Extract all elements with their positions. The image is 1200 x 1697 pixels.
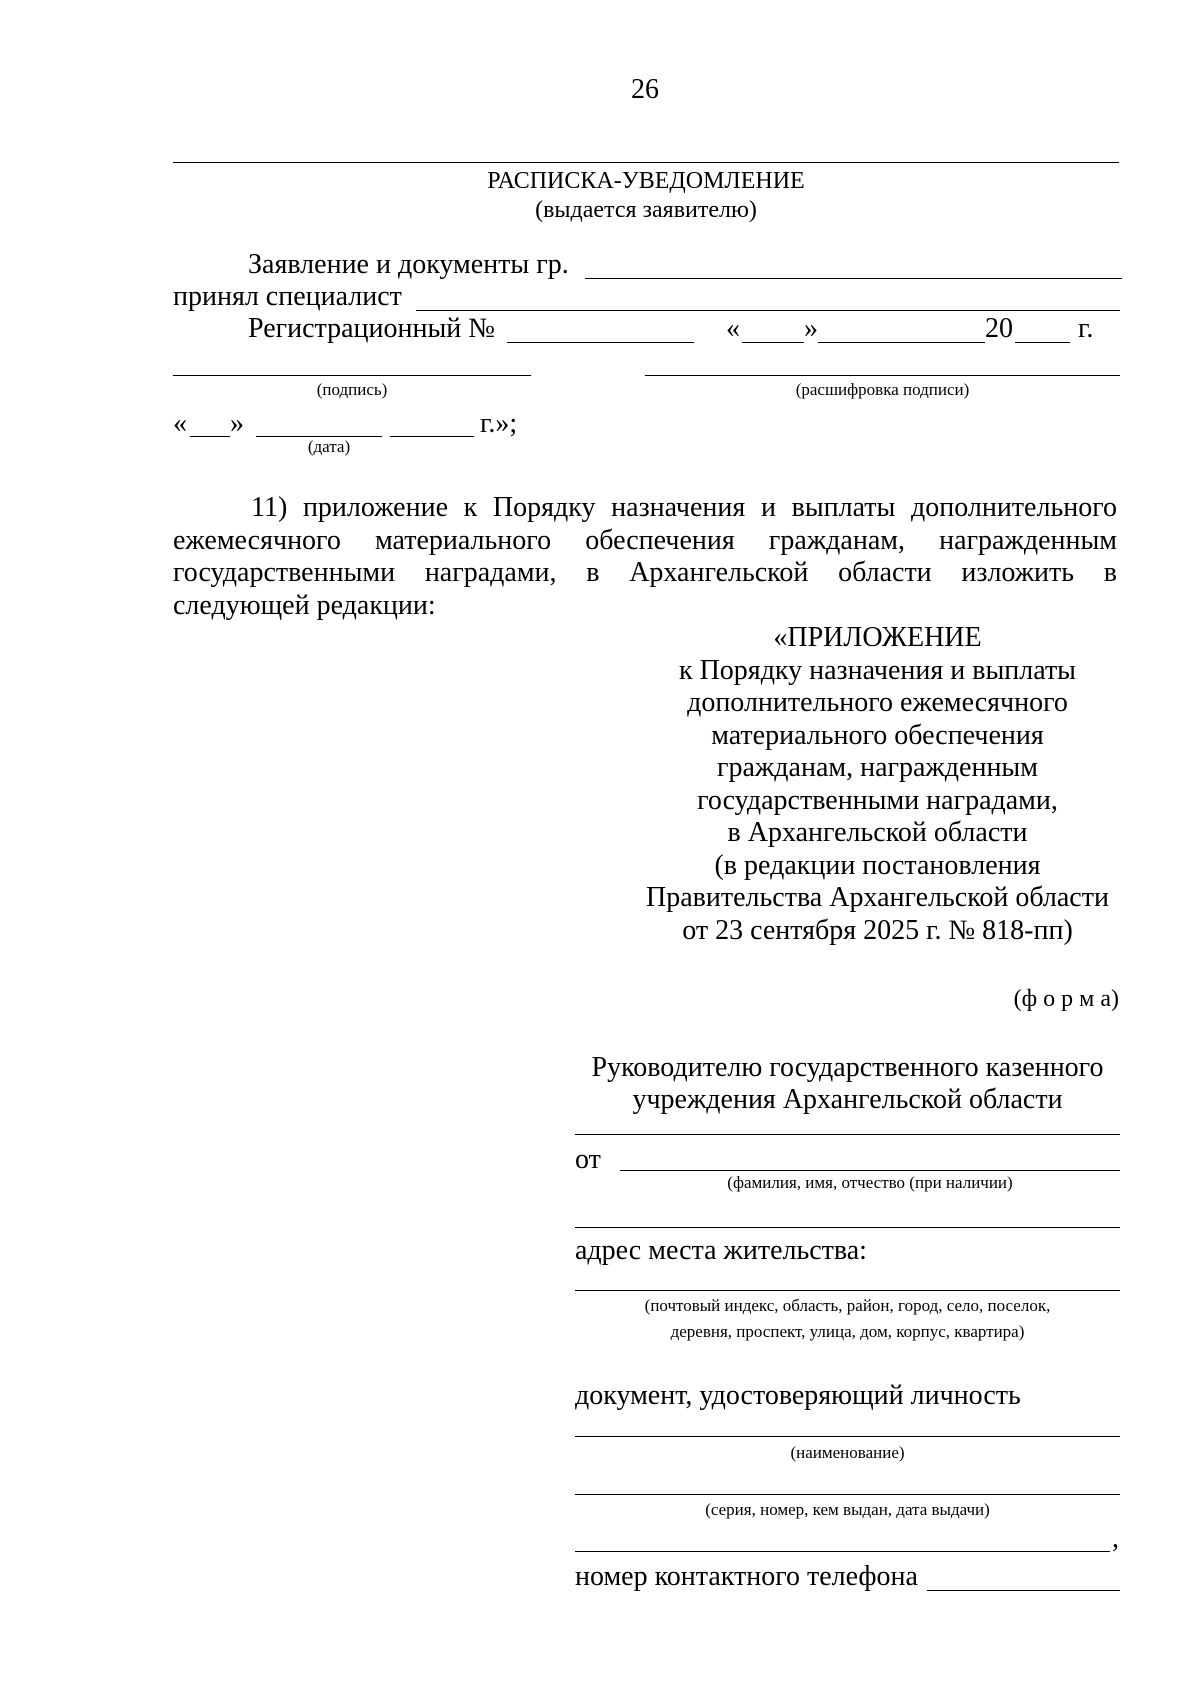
date-quote-close: » bbox=[230, 408, 244, 439]
address-label: адрес места жительства: bbox=[575, 1235, 867, 1266]
appendix-line: гражданам, награжденным bbox=[717, 752, 1038, 783]
id-document-label: документ, удостоверяющий личность bbox=[575, 1380, 1021, 1411]
phone-field[interactable] bbox=[927, 1590, 1120, 1591]
date-end: г.»; bbox=[480, 408, 518, 439]
appendix-line: дополнительного ежемесячного bbox=[687, 687, 1068, 718]
caption-signature-decode: (расшифровка подписи) bbox=[795, 380, 970, 399]
receipt-line1-label: Заявление и документы гр. bbox=[248, 249, 569, 280]
reg-year-suffix: г. bbox=[1078, 313, 1094, 344]
caption-address-2: деревня, проспект, улица, дом, корпус, квартира) bbox=[670, 1322, 1025, 1341]
appendix-line: к Порядку назначения и выплаты bbox=[678, 654, 1076, 686]
appendix-line: государственными наградами, bbox=[697, 784, 1058, 816]
applicant-fio-field[interactable] bbox=[620, 1170, 1120, 1171]
id-document-extra-field[interactable] bbox=[575, 1551, 1110, 1552]
paragraph-11: 11) приложение к Порядку назначения и выплаты дополнительного ежемесячного материального обеспечения гражданам, награжденным государственными наградами, в Архангельской области изложить в следующей редакции: bbox=[173, 492, 1117, 621]
appendix-line: (в редакции постановления bbox=[714, 849, 1041, 881]
reg-quote-open: « bbox=[726, 313, 740, 344]
caption-fio: (фамилия, имя, отчество (при наличии) bbox=[727, 1173, 1013, 1192]
signature-field[interactable] bbox=[173, 375, 531, 376]
caption-name: (наименование) bbox=[790, 1443, 905, 1462]
reg-year-field[interactable] bbox=[1015, 342, 1070, 343]
appendix-line: в Архангельской области bbox=[727, 817, 1028, 848]
appendix-line: от 23 сентября 2025 г. № 818-пп) bbox=[682, 914, 1073, 946]
date-quote-open: « bbox=[173, 408, 187, 439]
caption-series: (серия, номер, кем выдан, дата выдачи) bbox=[705, 1500, 990, 1519]
receipt-subtitle: (выдается заявителю) bbox=[535, 197, 757, 223]
comma: , bbox=[1112, 1523, 1119, 1554]
receipt-day-field[interactable] bbox=[190, 436, 230, 437]
caption-date: (дата) bbox=[307, 437, 351, 456]
reg-year-prefix: 20 bbox=[985, 313, 1013, 344]
fio-extra-field[interactable] bbox=[575, 1227, 1120, 1228]
addressee-line1: Руководителю государственного казенного bbox=[591, 1052, 1104, 1083]
appendix-line: «ПРИЛОЖЕНИЕ bbox=[773, 622, 982, 653]
phone-label: номер контактного телефона bbox=[575, 1561, 918, 1592]
id-document-series-field[interactable] bbox=[575, 1494, 1120, 1495]
applicant-name-field[interactable] bbox=[585, 278, 1122, 279]
signature-decode-field[interactable] bbox=[645, 375, 1120, 376]
specialist-name-field[interactable] bbox=[416, 310, 1120, 311]
appendix-header bbox=[635, 622, 1120, 947]
reg-day-field[interactable] bbox=[742, 342, 804, 343]
address-field[interactable] bbox=[575, 1290, 1120, 1291]
reg-month-field[interactable] bbox=[818, 342, 985, 343]
caption-signature: (подпись) bbox=[316, 380, 388, 399]
registration-number-field[interactable] bbox=[507, 342, 694, 343]
receipt-title: РАСПИСКА-УВЕДОМЛЕНИЕ bbox=[487, 168, 805, 194]
id-document-name-field[interactable] bbox=[575, 1436, 1120, 1437]
appendix-line: материального обеспечения bbox=[711, 719, 1044, 751]
receipt-top-rule bbox=[173, 162, 1119, 163]
registration-label: Регистрационный № bbox=[248, 313, 495, 344]
caption-address-1: (почтовый индекс, область, район, город, село, поселок, bbox=[644, 1296, 1051, 1315]
receipt-line2-label: принял специалист bbox=[173, 281, 402, 312]
addressee-blank-field[interactable] bbox=[575, 1134, 1120, 1135]
page-number: 26 bbox=[631, 74, 659, 105]
form-label: (ф о р м а) bbox=[1013, 986, 1119, 1012]
appendix-line: Правительства Архангельской области bbox=[646, 882, 1109, 913]
addressee-line2: учреждения Архангельской области bbox=[632, 1084, 1063, 1115]
reg-quote-close: » bbox=[804, 313, 818, 344]
from-label: от bbox=[575, 1144, 601, 1175]
receipt-year-field[interactable] bbox=[390, 436, 474, 437]
